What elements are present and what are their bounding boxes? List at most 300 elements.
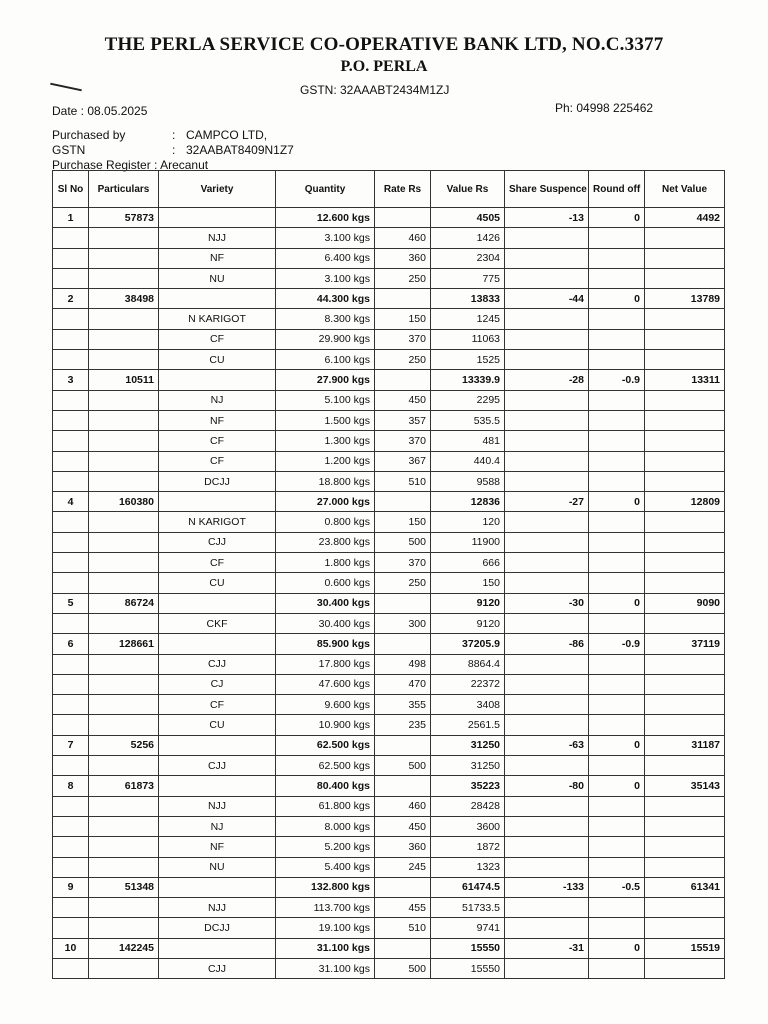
- sl-no-cell: 1: [53, 208, 89, 228]
- variety-cell: CU: [159, 350, 276, 370]
- net-value-cell: [645, 857, 725, 877]
- rate-cell: 300: [375, 613, 431, 633]
- table-row-variety: [53, 390, 725, 410]
- variety-cell: NU: [159, 268, 276, 288]
- value-cell: 8864.4: [431, 654, 505, 674]
- share-suspence-cell: [505, 796, 589, 816]
- sl-no-cell: [53, 958, 89, 978]
- sl-no-cell: [53, 857, 89, 877]
- particulars-cell: [89, 715, 159, 735]
- table-row-variety: [53, 756, 725, 776]
- particulars-cell: [89, 268, 159, 288]
- share-suspence-cell: -133: [505, 877, 589, 897]
- value-cell: 1323: [431, 857, 505, 877]
- value-cell: 1245: [431, 309, 505, 329]
- value-cell: 1426: [431, 228, 505, 248]
- net-value-cell: [645, 816, 725, 836]
- quantity-cell: 6.400 kgs: [276, 248, 375, 268]
- share-suspence-cell: [505, 837, 589, 857]
- net-value-cell: [645, 837, 725, 857]
- net-value-cell: [645, 654, 725, 674]
- rate-cell: 510: [375, 471, 431, 491]
- rate-cell: 370: [375, 553, 431, 573]
- round-off-cell: 0: [589, 208, 645, 228]
- value-cell: 775: [431, 268, 505, 288]
- quantity-cell: 23.800 kgs: [276, 532, 375, 552]
- round-off-cell: -0.5: [589, 877, 645, 897]
- sl-no-cell: 3: [53, 370, 89, 390]
- sl-no-cell: [53, 410, 89, 430]
- round-off-cell: [589, 431, 645, 451]
- value-cell: 1525: [431, 350, 505, 370]
- net-value-cell: [645, 958, 725, 978]
- rate-cell: [375, 492, 431, 512]
- value-cell: 31250: [431, 735, 505, 755]
- sl-no-cell: [53, 431, 89, 451]
- round-off-cell: -0.9: [589, 634, 645, 654]
- net-value-cell: [645, 553, 725, 573]
- variety-cell: NF: [159, 837, 276, 857]
- round-off-cell: [589, 471, 645, 491]
- share-suspence-cell: [505, 410, 589, 430]
- sl-no-cell: [53, 471, 89, 491]
- table-row-variety: [53, 715, 725, 735]
- variety-cell: CF: [159, 553, 276, 573]
- net-value-cell: 4492: [645, 208, 725, 228]
- sl-no-cell: [53, 695, 89, 715]
- rate-cell: [375, 208, 431, 228]
- share-suspence-cell: [505, 390, 589, 410]
- particulars-cell: [89, 674, 159, 694]
- sl-no-cell: 2: [53, 289, 89, 309]
- quantity-cell: 61.800 kgs: [276, 796, 375, 816]
- table-row-variety: [53, 471, 725, 491]
- net-value-header: Net Value: [645, 171, 725, 208]
- value-cell: 120: [431, 512, 505, 532]
- net-value-cell: 9090: [645, 593, 725, 613]
- rate-header: Rate Rs: [375, 171, 431, 208]
- quantity-cell: 3.100 kgs: [276, 228, 375, 248]
- net-value-cell: 31187: [645, 735, 725, 755]
- share-suspence-cell: [505, 918, 589, 938]
- share-suspence-cell: -86: [505, 634, 589, 654]
- variety-cell: [159, 735, 276, 755]
- share-suspence-cell: [505, 471, 589, 491]
- round-off-cell: [589, 857, 645, 877]
- rate-cell: [375, 776, 431, 796]
- round-off-cell: [589, 958, 645, 978]
- table-row-variety: [53, 898, 725, 918]
- variety-cell: CU: [159, 573, 276, 593]
- sl-no-cell: [53, 512, 89, 532]
- value-cell: 13339.9: [431, 370, 505, 390]
- round-off-cell: [589, 573, 645, 593]
- net-value-cell: 15519: [645, 938, 725, 958]
- round-off-cell: [589, 268, 645, 288]
- table-row-variety: [53, 654, 725, 674]
- particulars-cell: 142245: [89, 938, 159, 958]
- share-suspence-cell: [505, 248, 589, 268]
- value-cell: 150: [431, 573, 505, 593]
- net-value-cell: [645, 268, 725, 288]
- net-value-cell: [645, 410, 725, 430]
- sl-no-cell: [53, 451, 89, 471]
- value-cell: 666: [431, 553, 505, 573]
- round-off-cell: 0: [589, 492, 645, 512]
- rate-cell: 500: [375, 532, 431, 552]
- variety-cell: NJJ: [159, 898, 276, 918]
- round-off-cell: [589, 553, 645, 573]
- quantity-cell: 30.400 kgs: [276, 613, 375, 633]
- gstn-line: [52, 143, 294, 157]
- share-suspence-cell: [505, 674, 589, 694]
- share-suspence-cell: [505, 898, 589, 918]
- sl-no-cell: [53, 756, 89, 776]
- net-value-cell: [645, 228, 725, 248]
- value-cell: 22372: [431, 674, 505, 694]
- variety-cell: CKF: [159, 613, 276, 633]
- net-value-cell: [645, 613, 725, 633]
- rate-cell: 460: [375, 228, 431, 248]
- round-off-cell: [589, 410, 645, 430]
- value-cell: 28428: [431, 796, 505, 816]
- variety-cell: [159, 492, 276, 512]
- particulars-cell: [89, 228, 159, 248]
- table-row-main: [53, 735, 725, 755]
- register-value: Arecanut: [160, 158, 209, 172]
- net-value-cell: [645, 248, 725, 268]
- quantity-cell: 10.900 kgs: [276, 715, 375, 735]
- variety-cell: DCJJ: [159, 471, 276, 491]
- sl-no-cell: 10: [53, 938, 89, 958]
- share-suspence-cell: [505, 228, 589, 248]
- rate-cell: 360: [375, 248, 431, 268]
- rate-cell: [375, 593, 431, 613]
- table-row-variety: [53, 918, 725, 938]
- net-value-cell: [645, 431, 725, 451]
- sl-no-cell: [53, 390, 89, 410]
- rate-cell: 510: [375, 918, 431, 938]
- table-row-variety: [53, 695, 725, 715]
- table-row-main: [53, 208, 725, 228]
- table-row-variety: [53, 532, 725, 552]
- share-suspence-cell: -30: [505, 593, 589, 613]
- table-row-main: [53, 289, 725, 309]
- bank-address: P.O. PERLA: [340, 58, 428, 75]
- variety-cell: NJJ: [159, 228, 276, 248]
- quantity-cell: 17.800 kgs: [276, 654, 375, 674]
- particulars-cell: 10511: [89, 370, 159, 390]
- particulars-cell: [89, 573, 159, 593]
- particulars-cell: [89, 695, 159, 715]
- quantity-cell: 29.900 kgs: [276, 329, 375, 349]
- share-suspence-cell: [505, 309, 589, 329]
- net-value-cell: [645, 695, 725, 715]
- quantity-cell: 6.100 kgs: [276, 350, 375, 370]
- quantity-cell: 62.500 kgs: [276, 735, 375, 755]
- share-suspence-cell: -63: [505, 735, 589, 755]
- variety-cell: [159, 776, 276, 796]
- share-suspence-cell: [505, 857, 589, 877]
- value-cell: 37205.9: [431, 634, 505, 654]
- table-row-main: [53, 634, 725, 654]
- rate-cell: 360: [375, 837, 431, 857]
- round-off-cell: [589, 329, 645, 349]
- rate-cell: 250: [375, 350, 431, 370]
- particulars-cell: [89, 958, 159, 978]
- sl-no-cell: [53, 613, 89, 633]
- share-suspence-cell: [505, 329, 589, 349]
- rate-cell: 370: [375, 329, 431, 349]
- quantity-cell: 5.400 kgs: [276, 857, 375, 877]
- variety-cell: [159, 289, 276, 309]
- sl-no-cell: 7: [53, 735, 89, 755]
- pen-mark: [50, 83, 82, 92]
- particulars-cell: 51348: [89, 877, 159, 897]
- sl-no-cell: [53, 898, 89, 918]
- variety-cell: [159, 208, 276, 228]
- rate-cell: [375, 370, 431, 390]
- sl-no-cell: [53, 654, 89, 674]
- quantity-cell: 5.100 kgs: [276, 390, 375, 410]
- share-suspence-cell: [505, 268, 589, 288]
- value-cell: 11063: [431, 329, 505, 349]
- round-off-cell: [589, 350, 645, 370]
- table-row-variety: [53, 248, 725, 268]
- value-cell: 4505: [431, 208, 505, 228]
- rate-cell: 455: [375, 898, 431, 918]
- value-cell: 51733.5: [431, 898, 505, 918]
- purchase-register-table: [52, 170, 725, 979]
- variety-cell: DCJJ: [159, 918, 276, 938]
- quantity-cell: 19.100 kgs: [276, 918, 375, 938]
- table-row-variety: [53, 431, 725, 451]
- quantity-cell: 31.100 kgs: [276, 938, 375, 958]
- round-off-cell: [589, 613, 645, 633]
- share-suspence-cell: -80: [505, 776, 589, 796]
- rate-cell: [375, 634, 431, 654]
- table-row-main: [53, 776, 725, 796]
- value-cell: 15550: [431, 938, 505, 958]
- share-suspence-cell: -27: [505, 492, 589, 512]
- round-off-cell: [589, 390, 645, 410]
- share-suspence-cell: [505, 532, 589, 552]
- quantity-cell: 0.800 kgs: [276, 512, 375, 532]
- rate-cell: 250: [375, 268, 431, 288]
- value-cell: 31250: [431, 756, 505, 776]
- value-cell: 535.5: [431, 410, 505, 430]
- rate-cell: [375, 877, 431, 897]
- share-suspence-cell: [505, 958, 589, 978]
- particulars-cell: [89, 431, 159, 451]
- sl-no-cell: [53, 674, 89, 694]
- sl-no-cell: 4: [53, 492, 89, 512]
- table-body: [53, 208, 725, 979]
- table-row-main: [53, 938, 725, 958]
- variety-cell: CF: [159, 695, 276, 715]
- bank-gstn: GSTN: 32AAABT2434M1ZJ: [300, 83, 450, 97]
- net-value-cell: [645, 715, 725, 735]
- round-off-cell: 0: [589, 289, 645, 309]
- net-value-cell: 35143: [645, 776, 725, 796]
- table-row-variety: [53, 857, 725, 877]
- rate-cell: 450: [375, 390, 431, 410]
- variety-cell: CF: [159, 431, 276, 451]
- table-row-variety: [53, 228, 725, 248]
- quantity-cell: 113.700 kgs: [276, 898, 375, 918]
- variety-cell: CJ: [159, 674, 276, 694]
- rate-cell: 498: [375, 654, 431, 674]
- share-suspence-cell: [505, 654, 589, 674]
- particulars-cell: [89, 857, 159, 877]
- rate-cell: 355: [375, 695, 431, 715]
- colon: :: [172, 128, 176, 142]
- bank-name: THE PERLA SERVICE CO-OPERATIVE BANK LTD, NO.C.3377: [104, 34, 664, 55]
- particulars-cell: [89, 410, 159, 430]
- table-row-variety: [53, 816, 725, 836]
- quantity-cell: 1.800 kgs: [276, 553, 375, 573]
- share-suspence-cell: [505, 756, 589, 776]
- value-cell: 2295: [431, 390, 505, 410]
- particulars-cell: [89, 553, 159, 573]
- share-suspence-cell: [505, 553, 589, 573]
- value-cell: 9588: [431, 471, 505, 491]
- variety-cell: N KARIGOT: [159, 512, 276, 532]
- share-suspence-header: Share Suspence: [505, 171, 589, 208]
- value-cell: 15550: [431, 958, 505, 978]
- variety-cell: CF: [159, 451, 276, 471]
- rate-cell: 370: [375, 431, 431, 451]
- table-row-variety: [53, 451, 725, 471]
- value-cell: 3600: [431, 816, 505, 836]
- sl-no-cell: [53, 553, 89, 573]
- round-off-cell: [589, 512, 645, 532]
- variety-cell: [159, 634, 276, 654]
- sl-no-cell: 9: [53, 877, 89, 897]
- round-off-cell: [589, 816, 645, 836]
- value-cell: 9741: [431, 918, 505, 938]
- net-value-cell: [645, 329, 725, 349]
- variety-cell: NF: [159, 410, 276, 430]
- table-row-variety: [53, 309, 725, 329]
- quantity-cell: 80.400 kgs: [276, 776, 375, 796]
- sl-no-cell: [53, 309, 89, 329]
- net-value-cell: [645, 573, 725, 593]
- sl-no-cell: [53, 228, 89, 248]
- net-value-cell: 13789: [645, 289, 725, 309]
- variety-cell: CJJ: [159, 756, 276, 776]
- table-row-variety: [53, 350, 725, 370]
- sl-no-cell: [53, 248, 89, 268]
- table-row-variety: [53, 613, 725, 633]
- table-row-variety: [53, 329, 725, 349]
- rate-cell: [375, 289, 431, 309]
- particulars-cell: [89, 329, 159, 349]
- rate-cell: 500: [375, 756, 431, 776]
- variety-cell: CJJ: [159, 654, 276, 674]
- net-value-cell: [645, 796, 725, 816]
- quantity-cell: 31.100 kgs: [276, 958, 375, 978]
- quantity-cell: 27.000 kgs: [276, 492, 375, 512]
- share-suspence-cell: -13: [505, 208, 589, 228]
- net-value-cell: [645, 918, 725, 938]
- variety-cell: NJ: [159, 816, 276, 836]
- sl-no-cell: 5: [53, 593, 89, 613]
- sl-no-header: Sl No: [53, 171, 89, 208]
- quantity-cell: 8.300 kgs: [276, 309, 375, 329]
- round-off-cell: [589, 451, 645, 471]
- value-cell: 9120: [431, 593, 505, 613]
- rate-cell: 500: [375, 958, 431, 978]
- share-suspence-cell: -44: [505, 289, 589, 309]
- variety-cell: [159, 370, 276, 390]
- quantity-cell: 9.600 kgs: [276, 695, 375, 715]
- net-value-cell: [645, 756, 725, 776]
- variety-cell: [159, 938, 276, 958]
- rate-cell: 245: [375, 857, 431, 877]
- quantity-cell: 30.400 kgs: [276, 593, 375, 613]
- rate-cell: 367: [375, 451, 431, 471]
- quantity-cell: 1.200 kgs: [276, 451, 375, 471]
- net-value-cell: [645, 309, 725, 329]
- value-cell: 13833: [431, 289, 505, 309]
- table-row-variety: [53, 573, 725, 593]
- particulars-cell: [89, 512, 159, 532]
- particulars-cell: 86724: [89, 593, 159, 613]
- round-off-cell: [589, 674, 645, 694]
- particulars-cell: [89, 309, 159, 329]
- round-off-cell: [589, 532, 645, 552]
- quantity-cell: 85.900 kgs: [276, 634, 375, 654]
- net-value-cell: [645, 350, 725, 370]
- particulars-cell: [89, 613, 159, 633]
- value-cell: 1872: [431, 837, 505, 857]
- quantity-cell: 44.300 kgs: [276, 289, 375, 309]
- quantity-cell: 47.600 kgs: [276, 674, 375, 694]
- round-off-cell: [589, 309, 645, 329]
- sl-no-cell: [53, 532, 89, 552]
- share-suspence-cell: [505, 451, 589, 471]
- value-cell: 2304: [431, 248, 505, 268]
- round-off-cell: [589, 228, 645, 248]
- round-off-cell: [589, 248, 645, 268]
- net-value-cell: 12809: [645, 492, 725, 512]
- share-suspence-cell: [505, 573, 589, 593]
- table-row-main: [53, 877, 725, 897]
- document-date: Date : 08.05.2025: [52, 104, 148, 118]
- variety-cell: NJJ: [159, 796, 276, 816]
- variety-cell: [159, 877, 276, 897]
- colon: :: [172, 143, 176, 157]
- variety-cell: N KARIGOT: [159, 309, 276, 329]
- rate-cell: 450: [375, 816, 431, 836]
- table-row-main: [53, 593, 725, 613]
- table-row-main: [53, 492, 725, 512]
- variety-cell: CF: [159, 329, 276, 349]
- round-off-cell: [589, 796, 645, 816]
- rate-cell: 357: [375, 410, 431, 430]
- share-suspence-cell: [505, 816, 589, 836]
- gstn-value: 32AABAT8409N1Z7: [186, 143, 294, 157]
- quantity-header: Quantity: [276, 171, 375, 208]
- round-off-cell: [589, 654, 645, 674]
- table-row-variety: [53, 958, 725, 978]
- table-header-row: [53, 171, 725, 208]
- rate-cell: 470: [375, 674, 431, 694]
- value-cell: 481: [431, 431, 505, 451]
- quantity-cell: 3.100 kgs: [276, 268, 375, 288]
- share-suspence-cell: [505, 695, 589, 715]
